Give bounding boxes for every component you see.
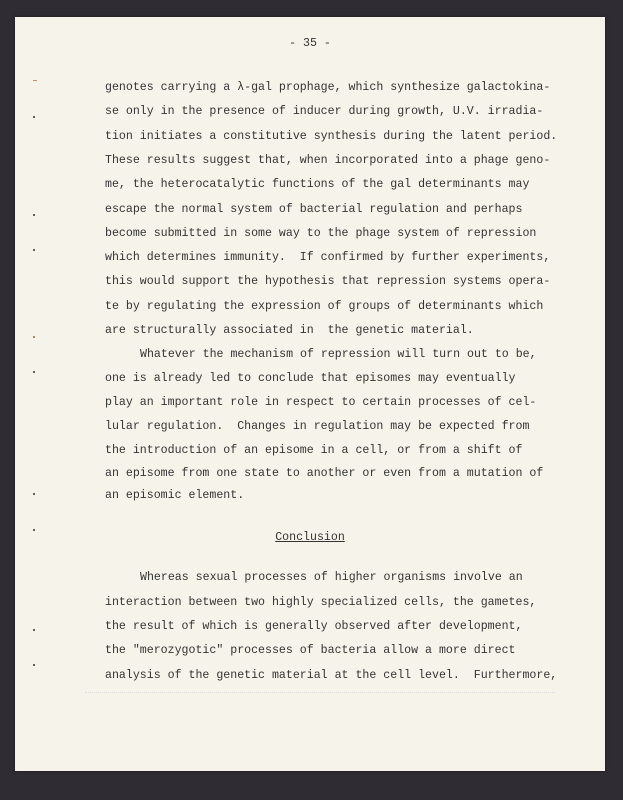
document-page [15,17,605,771]
margin-mark [33,214,35,216]
text-line: an episome from one state to another or even from a mutation of [105,467,544,480]
text-line: Whereas sexual processes of higher organisms involve an [140,571,523,584]
section-heading [15,531,605,544]
text-line: the "merozygotic" processes of bacteria allow a more direct [105,644,516,657]
text-line: the introduction of an episome in a cell, or from a shift of [105,444,523,457]
margin-mark [33,493,35,495]
text-line: one is already led to conclude that episomes may eventually [105,372,516,385]
text-line: an episomic element. [105,489,245,502]
text-line: tion initiates a constitutive synthesis during the latent period. [105,130,558,143]
show-through-text [85,692,555,694]
text-line: analysis of the genetic material at the cell level. Furthermore, [105,669,558,682]
text-line: are structurally associated in the genetic material. [105,324,474,337]
text-line: me, the heterocatalytic functions of the gal determinants may [105,178,530,191]
margin-mark [33,336,35,338]
margin-mark [33,664,35,666]
text-line: the result of which is generally observed after development, [105,620,523,633]
text-line: Whatever the mechanism of repression will turn out to be, [140,348,537,361]
margin-mark [33,371,35,373]
text-line: play an important role in respect to certain processes of cel- [105,396,537,409]
margin-mark [33,249,35,251]
text-line: genotes carrying a λ-gal prophage, which synthesize galactokina- [105,81,551,94]
conclusion-heading: Conclusion [275,531,345,544]
text-line: te by regulating the expression of groups of determinants which [105,300,544,313]
text-line: interaction between two highly specialized cells, the gametes, [105,596,537,609]
margin-mark [33,80,37,81]
text-line: se only in the presence of inducer during growth, U.V. irradia- [105,105,544,118]
text-line: These results suggest that, when incorporated into a phage geno- [105,154,551,167]
text-line: become submitted in some way to the phage system of repression [105,227,537,240]
text-line: which determines immunity. If confirmed by further experiments, [105,251,551,264]
text-line: escape the normal system of bacterial regulation and perhaps [105,203,523,216]
text-line: lular regulation. Changes in regulation may be expected from [105,420,530,433]
margin-mark [33,116,35,118]
page-number: - 35 - [289,37,331,50]
text-line: this would support the hypothesis that repression systems opera- [105,275,551,288]
margin-mark [33,629,35,631]
